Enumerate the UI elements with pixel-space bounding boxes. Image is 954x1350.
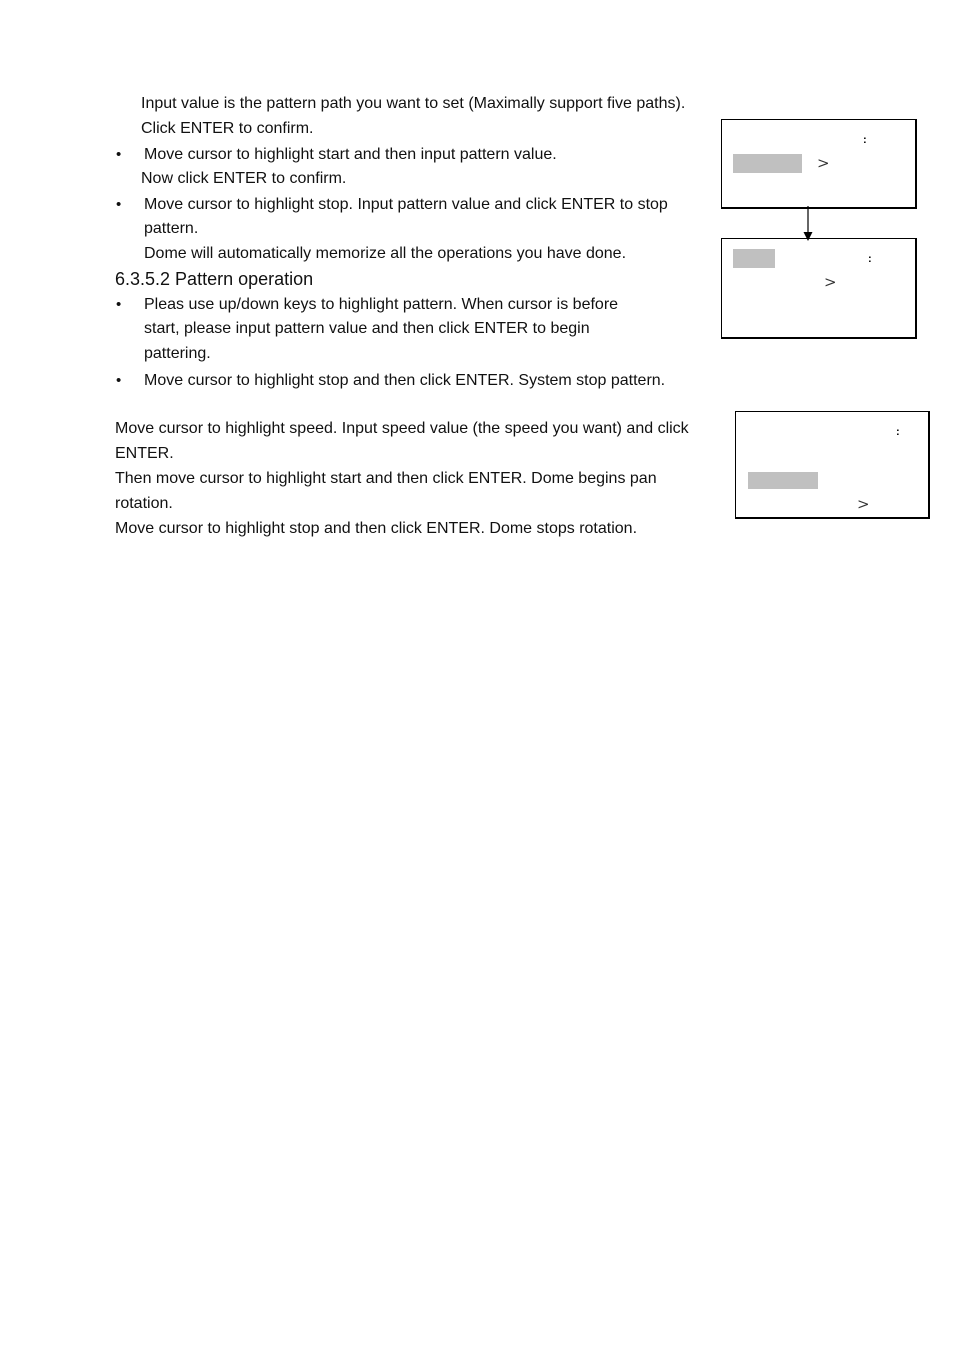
section-heading-pattern-operation: 6.3.5.2 Pattern operation bbox=[115, 269, 314, 289]
bullet-marker: • bbox=[116, 196, 122, 213]
bullet-marker: • bbox=[116, 296, 122, 313]
menu-cursor-arrow-icon: > bbox=[857, 495, 870, 513]
section-a-line-1: Input value is the pattern path you want to set (Maximally support five paths). bbox=[141, 95, 686, 112]
section-a-bullet-2-line-3: Dome will automatically memorize all the operations you have done. bbox=[144, 245, 627, 262]
menu-colon-mark: : bbox=[868, 253, 872, 265]
menu-screen-pan-rotation bbox=[735, 411, 930, 519]
section-a-bullet-1-line-1: Move cursor to highlight start and then input pattern value. bbox=[144, 146, 557, 163]
section-c-line-3: Then move cursor to highlight start and then click ENTER. Dome begins pan bbox=[115, 470, 657, 487]
section-a-bullet-1-line-2: Now click ENTER to confirm. bbox=[141, 170, 347, 187]
section-c-line-4: rotation. bbox=[115, 495, 173, 512]
menu-cursor-arrow-icon: > bbox=[824, 273, 837, 291]
bullet-marker: • bbox=[116, 372, 122, 389]
menu-highlight-bar bbox=[733, 249, 775, 268]
section-c-line-1: Move cursor to highlight speed. Input speed value (the speed you want) and click bbox=[115, 420, 689, 437]
section-c-line-2: ENTER. bbox=[115, 445, 174, 462]
section-b-bullet-1-line-3: pattering. bbox=[144, 345, 211, 362]
menu-colon-mark: : bbox=[896, 426, 900, 438]
section-b-bullet-1-line-2: start, please input pattern value and then click ENTER to begin bbox=[144, 320, 590, 337]
section-b-bullet-2: Move cursor to highlight stop and then click ENTER. System stop pattern. bbox=[144, 372, 666, 389]
section-b-bullet-1-line-1: Pleas use up/down keys to highlight pattern. When cursor is before bbox=[144, 296, 619, 313]
bullet-marker: • bbox=[116, 146, 122, 163]
menu-highlight-bar bbox=[733, 154, 802, 173]
menu-cursor-arrow-icon: > bbox=[817, 154, 830, 172]
menu-screen-pattern-operation bbox=[721, 238, 917, 339]
menu-colon-mark: : bbox=[863, 134, 867, 146]
section-a-line-2: Click ENTER to confirm. bbox=[141, 120, 314, 137]
section-c-line-5: Move cursor to highlight stop and then click ENTER. Dome stops rotation. bbox=[115, 520, 638, 537]
menu-screen-pattern-setup bbox=[721, 119, 917, 209]
section-a-bullet-2-line-1: Move cursor to highlight stop. Input pattern value and click ENTER to stop bbox=[144, 196, 668, 213]
menu-highlight-bar bbox=[748, 472, 818, 489]
section-a-bullet-2-line-2: pattern. bbox=[144, 220, 199, 237]
